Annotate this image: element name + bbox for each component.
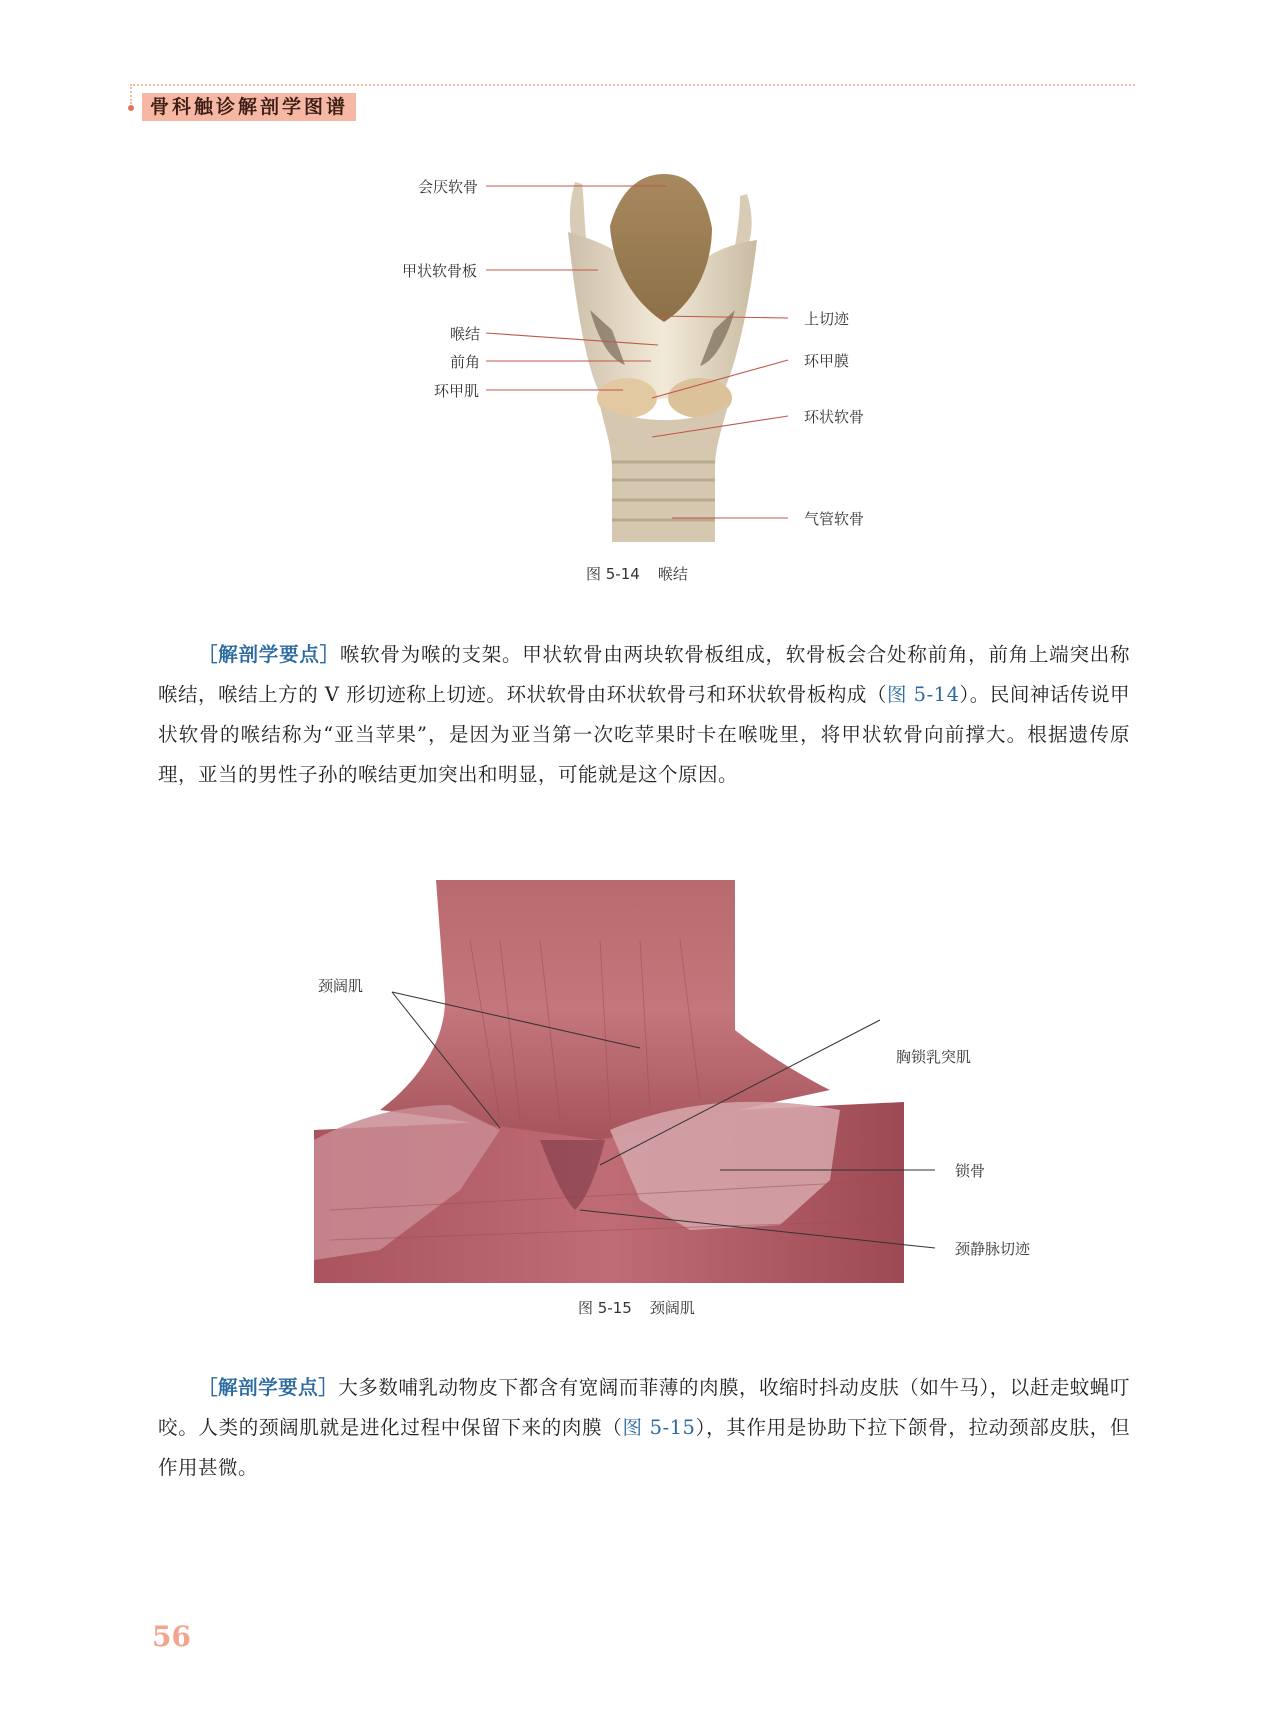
figure1-caption [586, 563, 688, 584]
paragraph-2-text-a: 大多数哺乳动物皮下都含有宽阔而菲薄的肉膜，收缩时抖动皮肤（如牛马），以赶走蚊蝇叮咬。人类的颈阔肌就是进化过程中保留下来的肉膜（ [158, 1376, 1130, 1439]
figure2-caption [578, 1297, 695, 1318]
platysma-image [314, 880, 904, 1283]
keypoint-label-2: ［解剖学要点］ [198, 1376, 339, 1399]
paragraph-2-text-b: ），其作用是协助下拉下颌骨，拉动颈部皮肤，但作用甚微。 [158, 1416, 1130, 1479]
label-sternocleidomastoid: 胸锁乳突肌 [896, 1048, 972, 1066]
keypoint-label-1: ［解剖学要点］ [198, 643, 340, 666]
label-tracheal-cartilage: 气管软骨 [804, 510, 865, 528]
label-jugular-notch: 颈静脉切迹 [955, 1240, 1031, 1258]
label-laryngeal-prominence: 喉结 [450, 325, 481, 343]
label-anterior-angle: 前角 [450, 353, 481, 371]
paragraph-1 [158, 635, 1130, 795]
figure2-caption-title: 颈阔肌 [649, 1299, 695, 1317]
book-title: 骨科触诊解剖学图谱 [142, 93, 356, 121]
figure-platysma [0, 880, 1276, 1320]
label-cricothyroid-membrane: 环甲膜 [804, 352, 850, 370]
label-cricoid-cartilage: 环状软骨 [804, 408, 865, 426]
figure-ref-5-15[interactable]: 图 5-15 [622, 1416, 696, 1439]
figure-ref-5-14[interactable]: 图 5-14 [886, 683, 960, 706]
label-clavicle: 锁骨 [955, 1162, 986, 1180]
label-thyroid-lamina: 甲状软骨板 [402, 262, 478, 280]
page-number: 56 [152, 1620, 191, 1653]
label-superior-notch: 上切迹 [804, 310, 850, 328]
paragraph-2 [158, 1368, 1130, 1488]
figure2-caption-number: 图 5-15 [578, 1299, 632, 1317]
label-platysma: 颈阔肌 [318, 977, 364, 995]
label-epiglottic-cartilage: 会厌软骨 [418, 178, 479, 196]
figure1-caption-title: 喉结 [657, 565, 688, 583]
figure1-caption-number: 图 5-14 [586, 565, 640, 583]
paragraph-1-text-b: ）。民间神话传说甲状软骨的喉结称为“亚当苹果”，是因为亚当第一次吃苹果时卡在喉咙里，将甲状软骨向前撑大。根据遗传原理，亚当的男性子孙的喉结更加突出和明显，可能就是这个原因。 [158, 683, 1130, 786]
label-cricothyroid-muscle: 环甲肌 [434, 382, 480, 400]
paragraph-1-text-a: 喉软骨为喉的支架。甲状软骨由两块软骨板组成，软骨板会合处称前角，前角上端突出称喉结，喉结上方的 V 形切迹称上切迹。环状软骨由环状软骨弓和环状软骨板构成（ [158, 643, 1130, 706]
larynx-image [568, 174, 757, 542]
figure-larynx [0, 0, 1276, 600]
